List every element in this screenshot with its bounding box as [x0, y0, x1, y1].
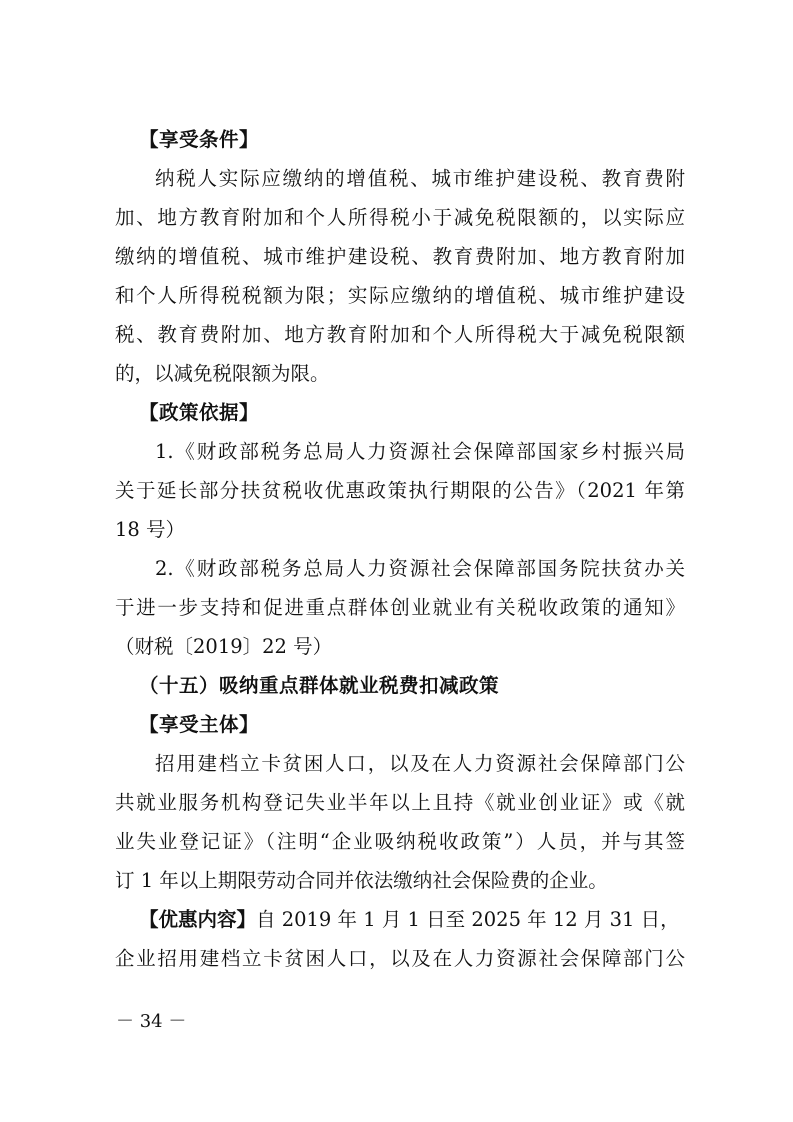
policy-item2-line-1: 2.《财政部税务总局人力资源社会保障部国务院扶贫办关 — [155, 557, 685, 580]
benefit-heading: 【优惠内容】 — [139, 908, 257, 931]
policy-item1-line-1: 1.《财政部税务总局人力资源社会保障部国家乡村振兴局 — [155, 440, 685, 463]
subject-line-4: 订 1 年以上期限劳动合同并依法缴纳社会保险费的企业。 — [115, 869, 608, 892]
condition-line-3: 缴纳的增值税、城市维护建设税、教育费附加、地方教育附加 — [115, 245, 685, 268]
condition-line-6: 的，以减免税限额为限。 — [115, 362, 330, 385]
condition-line-1: 纳税人实际应缴纳的增值税、城市维护建设税、教育费附 — [155, 167, 685, 190]
policy-item2-line-3: （财税〔2019〕22 号） — [115, 635, 333, 658]
condition-line-2: 加、地方教育附加和个人所得税小于减免税限额的，以实际应 — [115, 206, 685, 229]
benefit-first-rest: 自 2019 年 1 月 1 日至 2025 年 12 月 31 日， — [256, 908, 680, 931]
section-15-title: （十五）吸纳重点群体就业税费扣减政策 — [139, 674, 500, 697]
subject-line-2: 共就业服务机构登记失业半年以上且持《就业创业证》或《就 — [115, 791, 685, 814]
condition-line-4: 和个人所得税税额为限；实际应缴纳的增值税、城市维护建设 — [115, 284, 685, 307]
policy-item2-line-2: 于进一步支持和促进重点群体创业就业有关税收政策的通知》 — [115, 596, 685, 619]
policy-item1-line-2: 关于延长部分扶贫税收优惠政策执行期限的公告》（2021 年第 — [115, 479, 685, 502]
page-number: － 34 － — [116, 1011, 187, 1032]
subject-line-1: 招用建档立卡贫困人口，以及在人力资源社会保障部门公 — [155, 752, 685, 775]
subject-heading: 【享受主体】 — [139, 713, 260, 736]
benefit-line-1 — [115, 900, 685, 939]
condition-line-5: 税、教育费附加、地方教育附加和个人所得税大于减免税限额 — [115, 323, 685, 346]
page-content — [115, 120, 685, 978]
policy-item1-line-3: 18 号） — [115, 518, 186, 541]
policy-heading: 【政策依据】 — [139, 401, 260, 424]
subject-line-3: 业失业登记证》（注明“企业吸纳税收政策”）人员，并与其签 — [115, 830, 685, 853]
benefit-line-2: 企业招用建档立卡贫困人口，以及在人力资源社会保障部门公 — [115, 947, 685, 970]
condition-heading: 【享受条件】 — [139, 128, 260, 151]
